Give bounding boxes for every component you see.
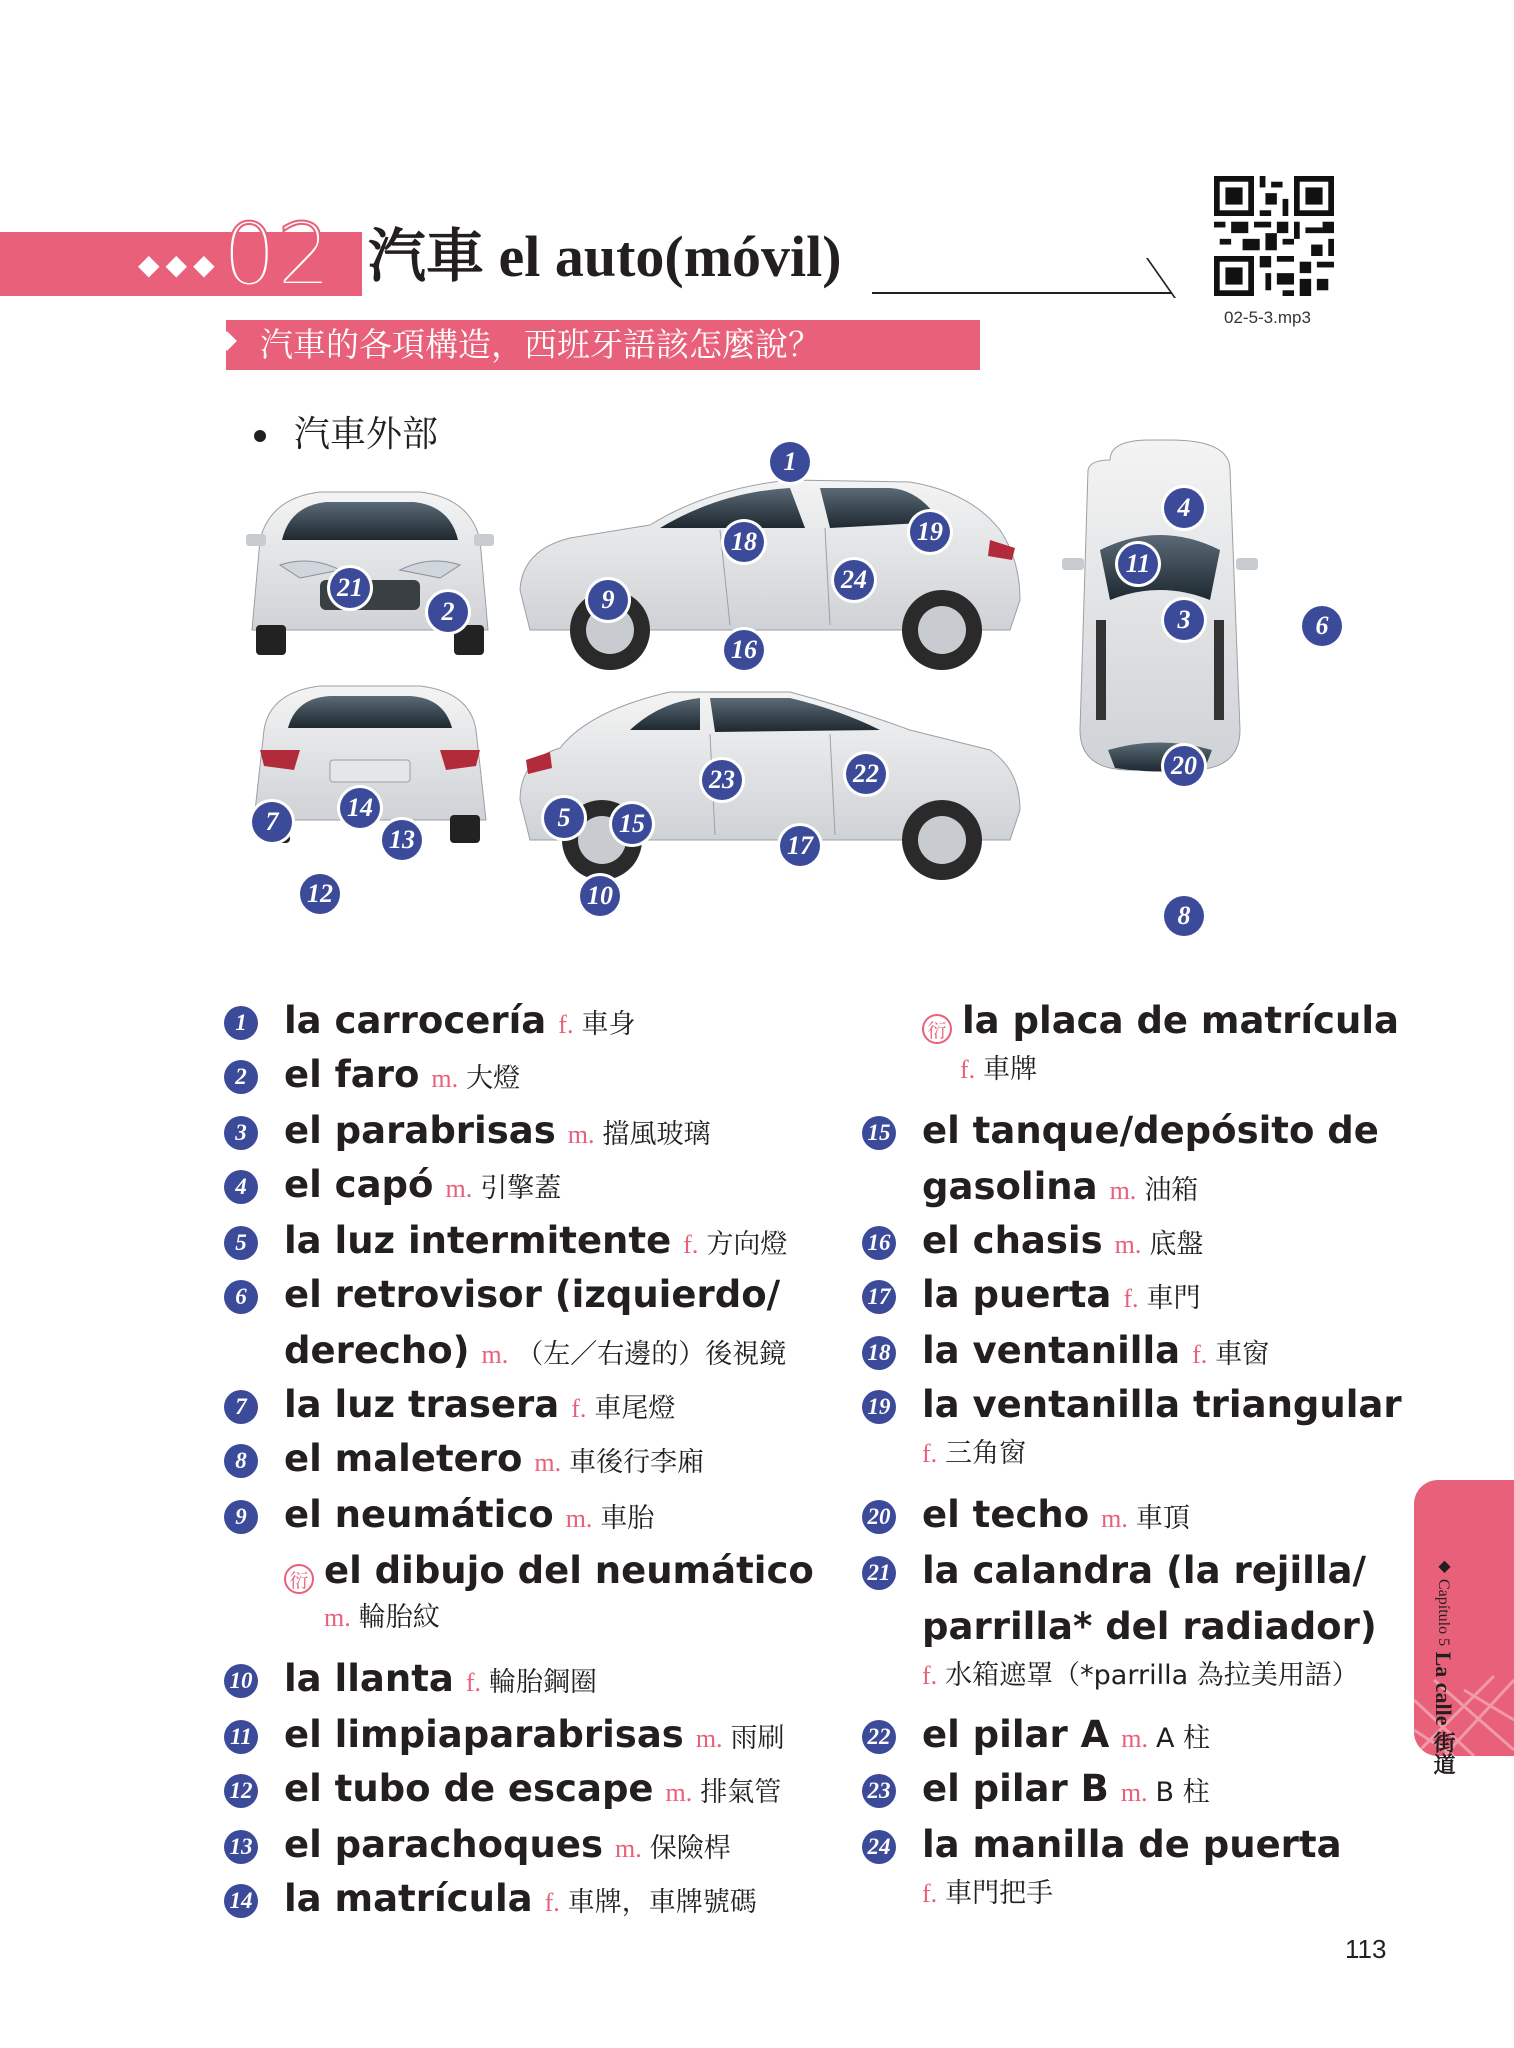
vocab-entry <box>284 1053 521 1096</box>
vocab-gender: m. <box>481 1340 509 1369</box>
vocab-number[interactable]: 7 <box>224 1390 258 1424</box>
vocab-entry <box>922 1823 1342 1866</box>
vocab-gender: m. <box>1109 1176 1137 1205</box>
vocab-number[interactable]: 24 <box>862 1830 896 1864</box>
vocab-meaning: 車後行李廂 <box>569 1447 705 1478</box>
page-title: 汽車 el auto(móvil) <box>368 224 842 289</box>
vocab-meaning-line <box>960 1056 1037 1083</box>
vocab-meaning: 大燈 <box>466 1063 521 1094</box>
vocab-meaning: 水箱遮罩（*parrilla 為拉美用語） <box>945 1660 1359 1691</box>
vocab-gender: m. <box>1121 1724 1148 1753</box>
vocab-number[interactable]: 4 <box>224 1170 258 1204</box>
vocab-meaning: 方向燈 <box>706 1229 788 1260</box>
diagram-badge-13[interactable]: 13 <box>382 820 422 860</box>
vocab-gender: f. <box>558 1010 574 1039</box>
vocab-entry <box>922 1549 1366 1592</box>
diagram-badge-2[interactable]: 2 <box>428 592 468 632</box>
vocab-number[interactable]: 8 <box>224 1444 258 1478</box>
vocab-meaning: B 柱 <box>1155 1777 1210 1808</box>
diagram-badge-22[interactable]: 22 <box>846 754 886 794</box>
vocab-entry <box>284 1767 782 1810</box>
vocab-number[interactable]: 15 <box>862 1116 896 1150</box>
car-front-view <box>246 492 494 655</box>
vocab-gender: m. <box>1101 1504 1128 1533</box>
diagram-badge-5[interactable]: 5 <box>544 798 584 838</box>
vocab-gender: m. <box>695 1724 723 1753</box>
page-number: 113 <box>1345 1934 1387 1964</box>
vocab-term: el limpiaparabrisas <box>284 1713 684 1756</box>
vocab-gender: m. <box>614 1834 642 1863</box>
vocab-term: la calandra (la rejilla/ <box>922 1549 1366 1592</box>
vocab-gender: f. <box>571 1394 587 1423</box>
vocab-term: el tubo de escape <box>284 1767 654 1810</box>
vocab-meaning: 車牌，車牌號碼 <box>567 1887 757 1918</box>
diagram-badge-19[interactable]: 19 <box>910 512 950 552</box>
vocab-term: el parachoques <box>284 1823 603 1866</box>
vocab-gender: f. <box>922 1879 938 1908</box>
vocab-gender: f. <box>922 1439 938 1468</box>
vocab-term: la llanta <box>284 1657 454 1700</box>
vocab-meaning: 車窗 <box>1215 1339 1270 1370</box>
diagram-badge-18[interactable]: 18 <box>724 522 764 562</box>
vocab-entry <box>922 1109 1379 1152</box>
vocab-meaning-line <box>922 1440 1026 1467</box>
diagram-badge-16[interactable]: 16 <box>724 630 764 670</box>
vocab-term: el tanque/depósito de <box>922 1109 1379 1152</box>
vocab-gender: f. <box>544 1888 560 1917</box>
diagram-badge-20[interactable]: 20 <box>1164 746 1204 786</box>
vocab-number[interactable]: 20 <box>862 1500 896 1534</box>
vocab-meaning: 擋風玻璃 <box>602 1119 711 1150</box>
vocab-gender: m. <box>565 1504 593 1533</box>
vocab-entry-cont <box>284 1329 787 1372</box>
vocab-meaning-line <box>922 1662 1359 1689</box>
vocab-term: la ventanilla triangular <box>922 1383 1402 1426</box>
diagram-badge-7[interactable]: 7 <box>252 802 292 842</box>
vocab-number[interactable]: 13 <box>224 1830 258 1864</box>
chapter-side-text: ◆ Capítulo 5 La calle 街道 <box>1431 1556 1456 1776</box>
vocab-number[interactable]: 17 <box>862 1280 896 1314</box>
vocab-gender: f. <box>465 1668 482 1697</box>
vocab-meaning: 引擎蓋 <box>480 1173 562 1204</box>
vocab-meaning: 車胎 <box>600 1503 655 1534</box>
vocab-gender: m. <box>567 1120 595 1149</box>
derived-mark-icon: 衍 <box>922 1014 952 1044</box>
diagram-badge-6[interactable]: 6 <box>1302 606 1342 646</box>
diagram-badge-21[interactable]: 21 <box>330 568 370 608</box>
vocab-number[interactable]: 11 <box>224 1720 258 1754</box>
vocab-gender: m. <box>431 1064 459 1093</box>
vocab-gender: f. <box>683 1230 699 1259</box>
vocab-number[interactable]: 10 <box>224 1664 258 1698</box>
vocab-entry <box>284 1219 788 1262</box>
diagram-badge-15[interactable]: 15 <box>612 804 652 844</box>
diagram-badge-12[interactable]: 12 <box>300 874 340 914</box>
vocab-number[interactable]: 19 <box>862 1390 896 1424</box>
vocab-entry <box>284 1109 711 1152</box>
car-diagram <box>230 430 1320 950</box>
vocab-entry <box>922 1273 1201 1316</box>
diagram-badge-17[interactable]: 17 <box>780 826 820 866</box>
vocab-gender: f. <box>1192 1340 1208 1369</box>
vocab-entry <box>922 1329 1270 1372</box>
vocab-term: el pilar A <box>922 1713 1110 1756</box>
vocab-entry <box>284 1657 598 1700</box>
subtitle-banner: 汽車的各項構造，西班牙語該怎麼說？ <box>226 320 980 370</box>
vocab-number[interactable]: 21 <box>862 1556 896 1590</box>
vocab-number[interactable]: 23 <box>862 1774 896 1808</box>
diagram-badge-23[interactable]: 23 <box>702 760 742 800</box>
vocab-term: el capó <box>284 1163 434 1206</box>
diagram-badge-9[interactable]: 9 <box>588 580 628 620</box>
vocab-entry <box>284 1163 562 1206</box>
vocab-entry-cont <box>922 1605 1377 1648</box>
vocab-gender: m. <box>445 1174 473 1203</box>
vocab-number[interactable]: 18 <box>862 1336 896 1370</box>
vocab-term-cont: derecho) <box>284 1329 470 1372</box>
diagram-badge-4[interactable]: 4 <box>1164 488 1204 528</box>
vocab-entry-cont <box>922 1165 1199 1208</box>
vocab-entry <box>284 1823 731 1866</box>
vocab-meaning: 排氣管 <box>700 1777 782 1808</box>
vocab-gender: m. <box>1114 1230 1142 1259</box>
vocab-meaning: 三角窗 <box>945 1438 1027 1469</box>
vocab-term: la luz trasera <box>284 1383 560 1426</box>
vocab-entry <box>284 1437 705 1480</box>
vocab-number[interactable]: 6 <box>224 1280 258 1314</box>
vocab-term: el chasis <box>922 1219 1103 1262</box>
diagram-badge-1[interactable]: 1 <box>770 442 810 482</box>
diagram-badge-24[interactable]: 24 <box>834 560 874 600</box>
vocab-number[interactable]: 12 <box>224 1774 258 1808</box>
vocab-meaning: （左／右邊的）後視鏡 <box>516 1339 787 1370</box>
car-top-view <box>1062 440 1258 772</box>
vocab-term: la manilla de puerta <box>922 1823 1342 1866</box>
vocab-entry <box>284 1493 655 1536</box>
vocab-entry <box>922 1219 1204 1262</box>
vocab-gender: f. <box>922 1661 938 1690</box>
vocab-meaning: 底盤 <box>1149 1229 1204 1260</box>
vocab-entry <box>922 1713 1211 1756</box>
vocab-term: la matrícula <box>284 1877 533 1920</box>
title-underline <box>872 292 1172 294</box>
vocab-term: la puerta <box>922 1273 1112 1316</box>
vocab-meaning: 車門 <box>1146 1283 1201 1314</box>
vocab-number[interactable]: 9 <box>224 1500 258 1534</box>
vocab-meaning: 輪胎鋼圈 <box>489 1667 598 1698</box>
diagram-badge-3[interactable]: 3 <box>1164 600 1204 640</box>
vocab-gender: m. <box>1120 1778 1148 1807</box>
vocab-term: la luz intermitente <box>284 1219 672 1262</box>
vocab-gender: f. <box>960 1055 976 1084</box>
section-number: 02 <box>222 205 332 305</box>
vocab-derived-meaning <box>312 1604 440 1631</box>
vocab-meaning: A 柱 <box>1155 1723 1211 1754</box>
vocab-entry <box>284 1713 785 1756</box>
vocab-term-cont: parrilla* del radiador) <box>922 1605 1377 1648</box>
vocab-meaning: 保險桿 <box>649 1833 731 1864</box>
vocab-entry <box>284 1273 781 1316</box>
vocab-term: la ventanilla <box>922 1329 1181 1372</box>
diagram-badge-10[interactable]: 10 <box>580 876 620 916</box>
vocab-entry <box>284 999 636 1042</box>
vocab-term-cont: gasolina <box>922 1165 1098 1208</box>
vocab-term: el faro <box>284 1053 420 1096</box>
vocab-meaning: 輪胎紋 <box>358 1602 440 1633</box>
car-side-view-right <box>520 480 1020 670</box>
vocab-term: la carrocería <box>284 999 547 1042</box>
vocab-meaning: 車頂 <box>1135 1503 1190 1534</box>
section-heading: 汽車外部 <box>254 406 438 457</box>
vocab-entry <box>284 1383 676 1426</box>
vocab-derived-entry <box>284 1549 814 1594</box>
vocab-meaning: 車門把手 <box>945 1878 1054 1909</box>
derived-mark-icon: 衍 <box>284 1564 314 1594</box>
vocab-term: el maletero <box>284 1437 523 1480</box>
vocab-term: el pilar B <box>922 1767 1109 1810</box>
vocab-number[interactable]: 14 <box>224 1884 258 1918</box>
vocab-meaning: 車牌 <box>983 1054 1038 1085</box>
vocab-gender: m. <box>665 1778 693 1807</box>
vocab-meaning: 車身 <box>581 1009 636 1040</box>
vocab-entry <box>284 1877 757 1920</box>
qr-code-icon[interactable] <box>1214 176 1334 296</box>
vocab-number[interactable]: 5 <box>224 1226 258 1260</box>
vocab-term: el retrovisor (izquierdo/ <box>284 1273 781 1316</box>
vocab-term: la placa de matrícula <box>962 999 1399 1042</box>
diagram-badge-11[interactable]: 11 <box>1118 544 1158 584</box>
vocab-gender: f. <box>1123 1284 1139 1313</box>
vocab-term: el parabrisas <box>284 1109 556 1152</box>
car-side-view-left <box>520 692 1020 880</box>
vocab-derived-term: el dibujo del neumático <box>324 1549 814 1592</box>
vocab-number[interactable]: 1 <box>224 1006 258 1040</box>
vocab-term: el techo <box>922 1493 1090 1536</box>
vocab-number[interactable]: 3 <box>224 1116 258 1150</box>
vocab-gender: m. <box>324 1603 351 1632</box>
title-dots: ◆◆◆ <box>138 248 221 281</box>
diagram-badge-14[interactable]: 14 <box>340 788 380 828</box>
vocab-term: el neumático <box>284 1493 554 1536</box>
vocab-meaning: 油箱 <box>1144 1175 1199 1206</box>
vocab-meaning: 雨刷 <box>730 1723 785 1754</box>
vocab-number[interactable]: 22 <box>862 1720 896 1754</box>
audio-file-label: 02-5-3.mp3 <box>1224 308 1311 327</box>
vocab-entry <box>922 999 1399 1044</box>
diagram-badge-8[interactable]: 8 <box>1164 896 1204 936</box>
vocab-entry <box>922 1767 1210 1810</box>
vocab-gender: m. <box>534 1448 562 1477</box>
vocab-meaning: 車尾燈 <box>594 1393 676 1424</box>
vocab-number[interactable]: 2 <box>224 1060 258 1094</box>
vocab-entry <box>922 1383 1402 1426</box>
vocab-number[interactable]: 16 <box>862 1226 896 1260</box>
vocab-entry <box>922 1493 1190 1536</box>
vocab-meaning-line <box>922 1880 1053 1907</box>
